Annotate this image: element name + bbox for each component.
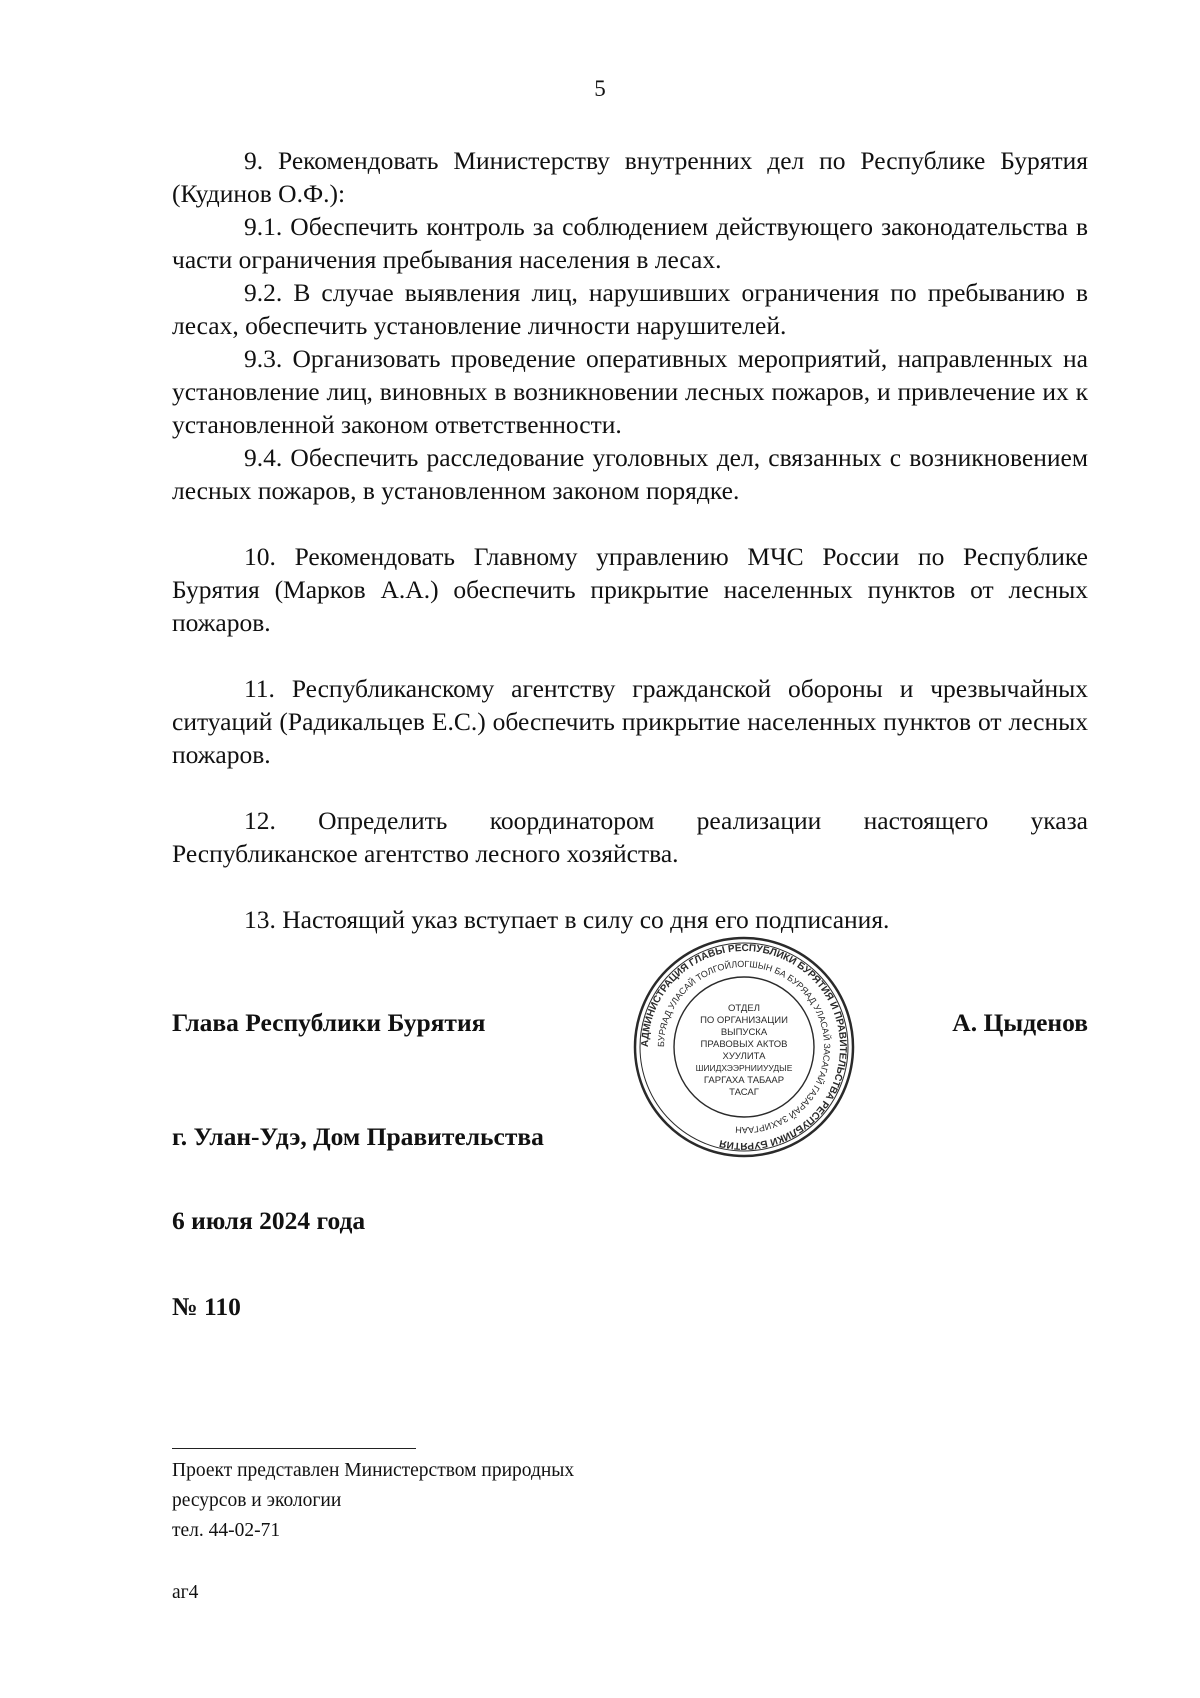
paragraph: 9.3. Организовать проведение оперативных мероприятий, направленных на установление лиц, виновных в возникновении лесных пожаров, и привлечение их к установленной законом ответственности. <box>172 344 1088 439</box>
official-seal <box>632 935 856 1159</box>
footnote-divider <box>172 1448 416 1449</box>
seal-outer-text: АДМИНИСТРАЦИЯ ГЛАВЫ РЕСПУБЛИКИ БУРЯТИЯ И ПРАВИТЕЛЬСТВА РЕСПУБЛИКИ БУРЯТИЯ <box>639 942 849 1152</box>
seal-graphic <box>632 935 856 1159</box>
footnote-line: ресурсов и экологии <box>172 1490 342 1511</box>
footnote-line: Проект представлен Министерством природных <box>172 1460 575 1481</box>
decree-number: № 110 <box>172 1292 241 1321</box>
seal-line: ГАРГАХА ТАБААР <box>703 1075 785 1086</box>
seal-line: ОТДЕЛ <box>728 1003 760 1014</box>
page-number: 5 <box>594 76 606 101</box>
decree-body <box>172 144 1088 936</box>
paragraph: 12. Определить координатором реализации настоящего указа Республиканское агентство лесного хозяйства. <box>172 806 1088 868</box>
paragraph: 9. Рекомендовать Министерству внутренних дел по Республике Бурятия (Кудинов О.Ф.): <box>172 146 1088 208</box>
signatory-name: А. Цыденов <box>952 1008 1088 1037</box>
document-code: аг4 <box>172 1582 199 1603</box>
footnote-line: тел. 44-02-71 <box>172 1520 281 1541</box>
paragraph: 9.1. Обеспечить контроль за соблюдением действующего законодательства в части ограничения пребывания населения в лесах. <box>172 212 1088 274</box>
seal-line: ХУУЛИТА <box>722 1051 766 1062</box>
paragraph: 13. Настоящий указ вступает в силу со дня его подписания. <box>244 905 890 934</box>
paragraph: 11. Республиканскому агентству гражданской обороны и чрезвычайных ситуаций (Радикальцев Е.С.) обеспечить прикрытие населенных пунктов от лесных пожаров. <box>172 674 1088 769</box>
paragraph: 10. Рекомендовать Главному управлению МЧС России по Республике Бурятия (Марков А.А.) обеспечить прикрытие населенных пунктов от лесных пожаров. <box>172 542 1088 637</box>
seal-line: ШИИДХЭЭРНИИУУДЫЕ <box>695 1063 793 1073</box>
signatory-title: Глава Республики Бурятия <box>172 1008 486 1037</box>
seal-line: ПРАВОВЫХ АКТОВ <box>700 1039 788 1050</box>
seal-line: ТАСАГ <box>729 1087 759 1098</box>
footnote <box>172 1456 574 1546</box>
paragraph: 9.2. В случае выявления лиц, нарушивших ограничения по пребыванию в лесах, обеспечить установление личности нарушителей. <box>172 278 1088 340</box>
seal-line: ПО ОРГАНИЗАЦИИ <box>700 1015 788 1026</box>
seal-line: ВЫПУСКА <box>720 1027 768 1038</box>
signing-place: г. Улан-Удэ, Дом Правительства <box>172 1122 544 1151</box>
signing-date: 6 июля 2024 года <box>172 1206 366 1235</box>
paragraph: 9.4. Обеспечить расследование уголовных дел, связанных с возникновением лесных пожаров, в установленном законом порядке. <box>172 443 1088 505</box>
seal-inner-text: БУРЯАД УЛАСАЙ ТОЛГОЙЛОГШЫН БА БУРЯАД УЛАСАЙ ЗАСАГАЙ ГАЗАРАЙ ЗАХИРГААН <box>655 958 833 1136</box>
